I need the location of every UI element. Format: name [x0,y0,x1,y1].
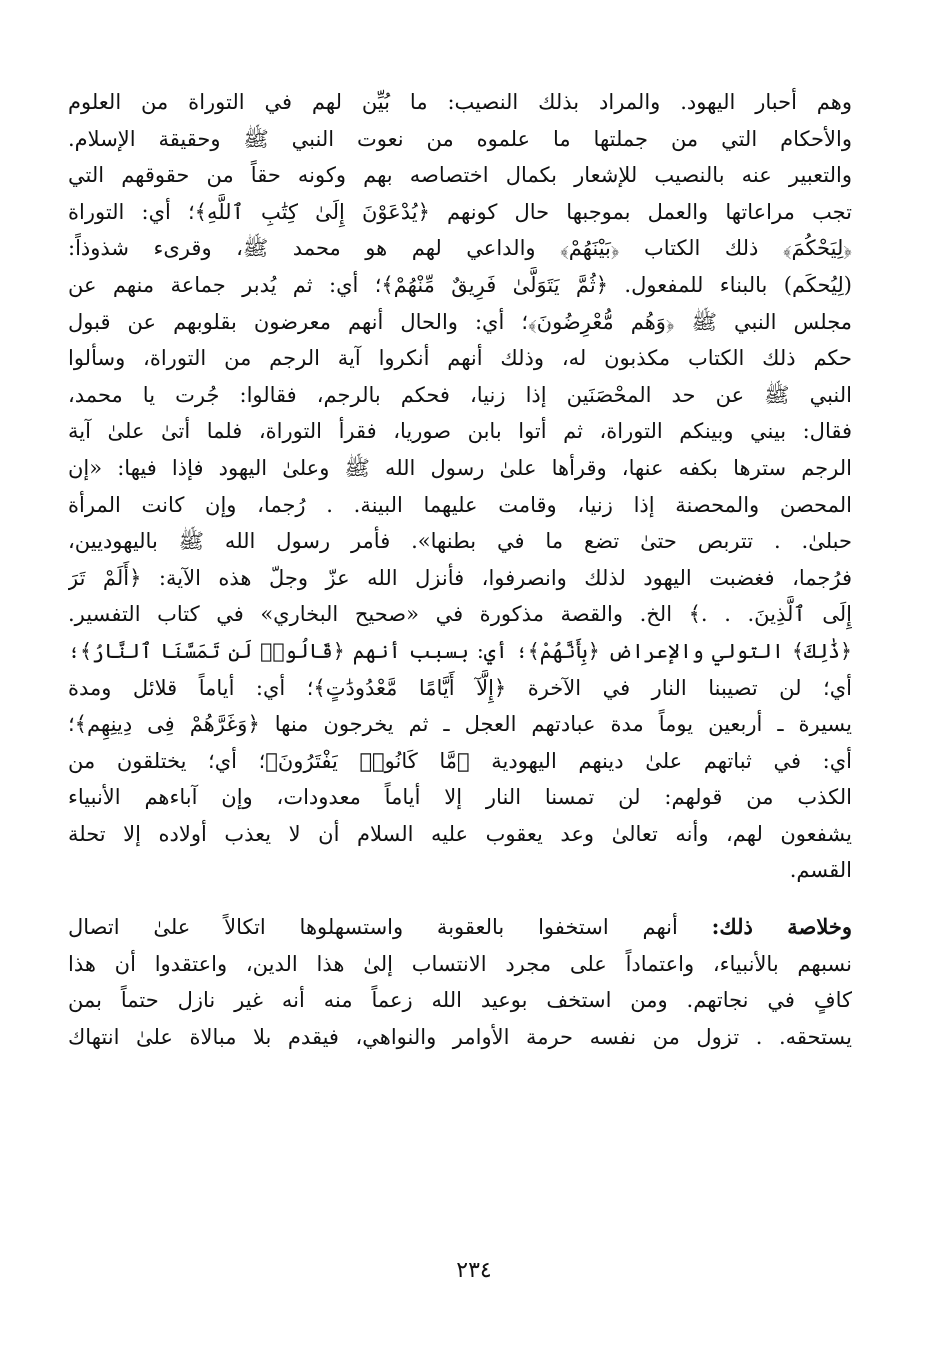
text-line: القسم. [789,858,852,883]
paragraph-2 [68,909,852,1055]
text-line: يسيرة ـ أربعين يوماً مدة عبادتهم العجل ـ ثم يخرجون منها ﴿وَغَرَّهُمْ فِى دِينِهِم﴾؛ [68,712,852,737]
text-line: الكذب من قولهم: لن تمسنا النار إلا أياماً معدودات، وإن آباءهم الأنبياء [68,785,852,810]
text-line: ﴿ذَٰلِكَ﴾ التولي والإعراض ﴿بِأَنَّهُمْ﴾؛ أي: بسبب أنهم ﴿قَالُوا۟ لَن تَمَسَّنَا ٱلنَّارُ﴾؛ [68,638,852,663]
text-line: يستحقه. . تزول من نفسه حرمة الأوامر والنواهي، فيقدم بلا مبالاة علىٰ انتهاك [68,1024,852,1049]
text-line: ﴿لِيَحْكُمَ﴾ ذلك الكتاب ﴿بَيْنَهُمْ﴾ والداعي لهم هو محمد ﷺ، وقرىء شذوذاً: [68,236,852,261]
text-line: النبي ﷺ عن حد المحْصَنَين إذا زنيا، فحكم بالرجم، فقالوا: جُرت يا محمد، [68,382,852,407]
paragraph-1 [68,84,852,889]
text-line: والتعبير عنه بالنصيب للإشعار بكمال اختصاصه بهم وكونه حقاً من حقوقهم التي [68,163,852,188]
text-line: وهم أحبار اليهود. والمراد بذلك النصيب: ما بُيِّن لهم في التوراة من العلوم [68,90,852,114]
summary-heading: وخلاصة ذلك: [711,914,852,940]
summary-first-line [68,909,852,946]
text-line: حكم ذلك الكتاب مكذبون له، وذلك أنهم أنكروا آية الرجم من التوراة، وسألوا [68,346,852,371]
text-line: حبلىٰ. . تتربص حتىٰ تضع ما في بطنها». فأمر رسول الله ﷺ باليهوديين، [68,529,852,554]
text-line: تجب مراعاتها والعمل بموجبها حال كونهم ﴿يُدْعَوْنَ إِلَىٰ كِتَٰبِ ٱللَّهِ﴾؛ أي: التوراة [68,199,852,224]
text-line: المحصن والمحصنة إذا زنيا، وقامت عليهما البينة. . رُجما، وإن كانت المرأة [68,492,852,517]
text-line: (لِيُحكَم) بالبناء للمفعول. ﴿ثُمَّ يَتَوَلَّىٰ فَرِيقٌ مِّنْهُمْ﴾؛ أي: ثم يُدبر جماعة منهم عن [68,272,852,297]
text-line: فرُجما، فغضبت اليهود لذلك وانصرفوا، فأنزل الله عزّ وجلّ هذه الآية: ﴿أَلَمْ تَرَ [68,565,852,590]
body-text [68,84,852,1055]
text-line: الرجم سترها بكفه عنها، وقرأها علىٰ رسول الله ﷺ وعلىٰ اليهود فإذا فيها: «إن [68,455,852,480]
page-number: ٢٣٤ [456,1258,492,1283]
paragraph-gap [68,889,852,909]
text-line: والأحكام التي من جملتها ما علموه من نعوت النبي ﷺ وحقيقة الإسلام. [68,126,852,151]
text-line: كافٍ في نجاتهم. ومن استخف بوعيد الله زعماً منه أنه غير نازل حتماً بمن [68,988,852,1013]
text-line: أي: في ثباتهم علىٰ دينهم اليهودية ﴿مَّا كَانُوا۟ يَفْتَرُونَ﴾؛ أي؛ يختلقون من [68,748,852,773]
text-line: يشفعون لهم، وأنه تعالىٰ وعد يعقوب عليه السلام أن لا يعذب أولاده إلا تحلة [68,821,852,846]
text-line: إِلَى ٱلَّذِينَ. . .﴾ الخ. والقصة مذكورة في «صحيح البخاري» في كتاب التفسير. [68,602,852,627]
summary-text: أنهم استخفوا بالعقوبة واستسهلوها اتكالاً علىٰ اتصال [68,915,712,940]
text-line: فقال: بيني وبينكم التوراة، ثم أتوا بابن صوريا، فقرأ التوراة، فلما أتىٰ علىٰ آية [68,419,852,444]
text-line: أي؛ لن تصيبنا النار في الآخرة ﴿إِلَّآ أَيَّامًا مَّعْدُودَٰتٍ﴾؛ أي: أياماً قلائل ومدة [68,675,852,700]
text-line: مجلس النبي ﷺ ﴿وَهُم مُّعْرِضُونَ﴾؛ أي: والحال أنهم معرضون بقلوبهم عن قبول [68,309,852,334]
text-line: نسبهم بالأنبياء، واعتماداً على مجرد الانتساب إلىٰ هذا الدين، واعتقدوا أن هذا [68,951,852,976]
